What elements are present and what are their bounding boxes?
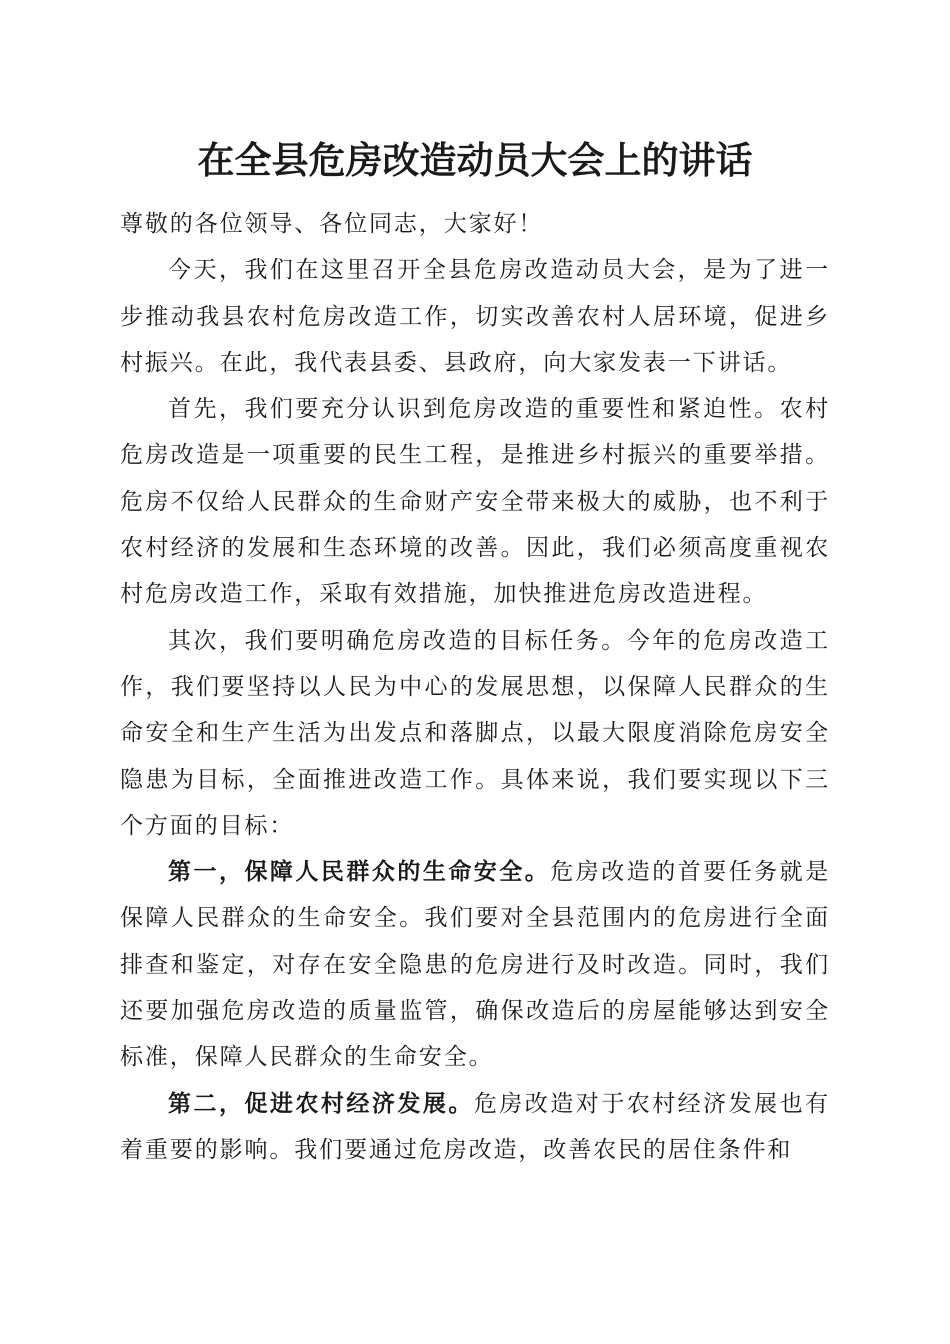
paragraph-text: 首先，我们要充分认识到危房改造的重要性和紧迫性。农村危房改造是一项重要的民生工程，是推进乡村振兴的重要举措。危房不仅给人民群众的生命财产安全带来极大的威胁，也不利于农村经济的发展和生态环境的改善。因此，我们必须高度重视农村危房改造工作，采取有效措施，加快推进危房改造进程。	[120, 396, 830, 608]
paragraph-lead: 第二，促进农村经济发展。	[168, 1089, 474, 1117]
paragraph-intro	[120, 247, 830, 386]
paragraph-text: 危房改造的首要任务就是保障人民群众的生命安全。我们要对全县范围内的危房进行全面排查和鉴定，对存在安全隐患的危房进行及时改造。同时，我们还要加强危房改造的质量监管，确保改造后的房屋能够达到安全标准，保障人民群众的生命安全。	[120, 859, 831, 1071]
paragraph-lead: 第一，保障人民群众的生命安全。	[168, 858, 551, 886]
paragraph-text: 其次，我们要明确危房改造的目标任务。今年的危房改造工作，我们要坚持以人民为中心的发展思想，以保障人民群众的生命安全和生产生活为出发点和落脚点，以最大限度消除危房安全隐患为目标，全面推进改造工作。具体来说，我们要实现以下三个方面的目标：	[120, 627, 830, 839]
paragraph-goals	[120, 618, 830, 849]
paragraph-text: 危房改造对于农村经济发展也有着重要的影响。我们要通过危房改造，改善农民的居住条件和	[120, 1090, 830, 1163]
paragraph-goal-two	[120, 1081, 830, 1174]
salutation: 尊敬的各位领导、各位同志，大家好！	[120, 211, 544, 237]
paragraph-goal-one	[120, 849, 830, 1080]
document-body	[120, 201, 830, 1173]
paragraph-text: 今天，我们在这里召开全县危房改造动员大会，是为了进一步推动我县农村危房改造工作，切实改善农村人居环境，促进乡村振兴。在此，我代表县委、县政府，向大家发表一下讲话。	[120, 257, 830, 376]
paragraph-importance	[120, 386, 830, 617]
document-title: 在全县危房改造动员大会上的讲话	[197, 138, 753, 182]
